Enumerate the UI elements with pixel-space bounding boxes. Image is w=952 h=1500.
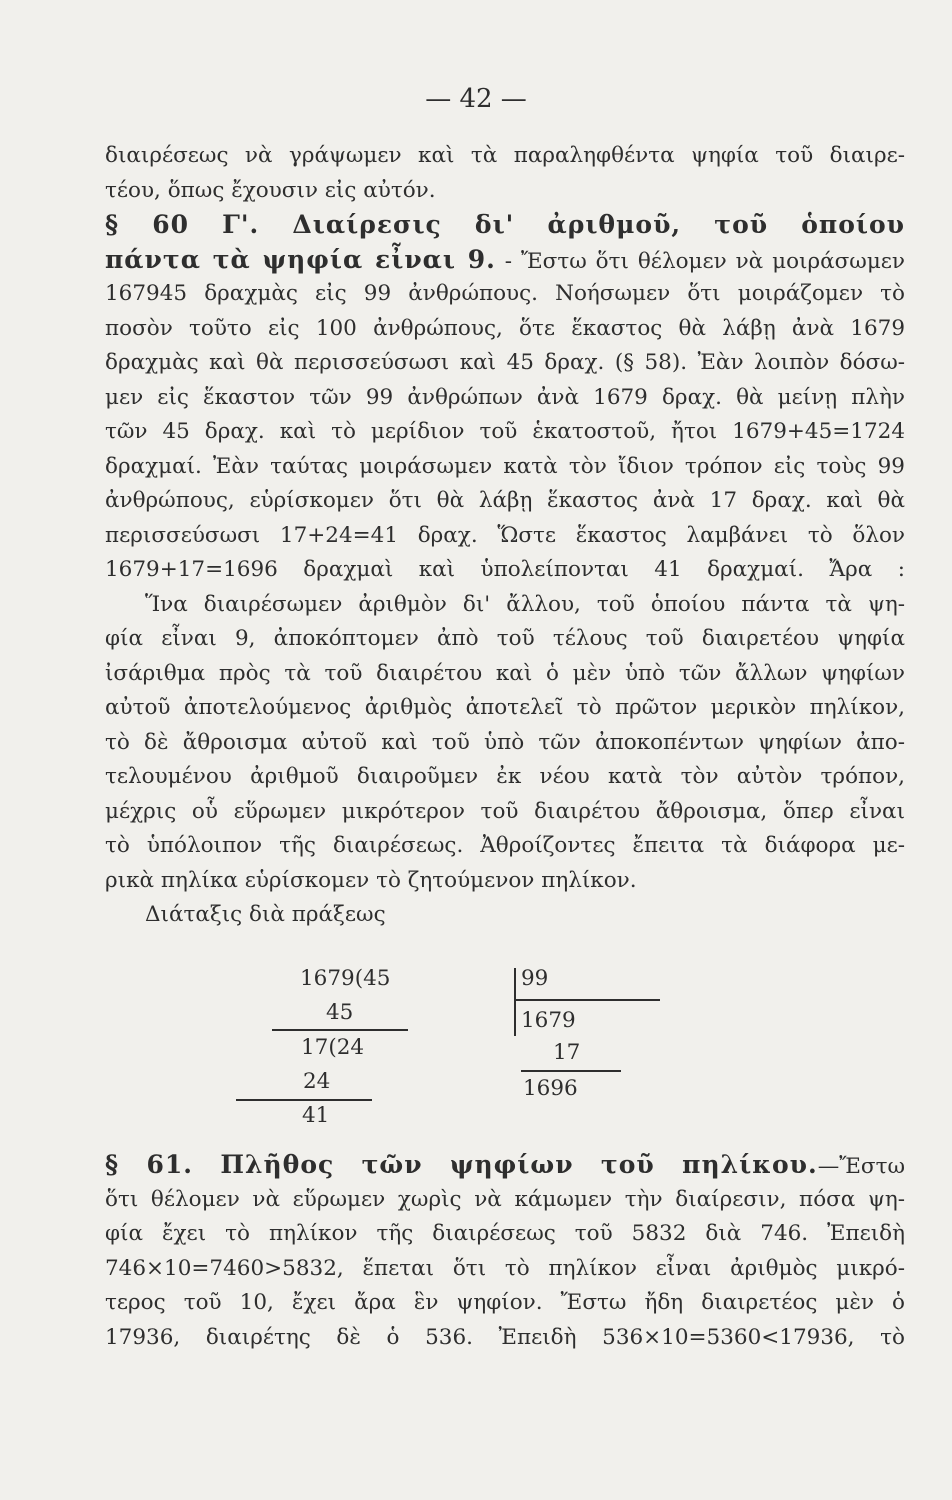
line-text: ποσὸν τοῦτο εἰς 100 ἀνθρώπους, ὅτε ἕκαστος θὰ λάβῃ ἀνὰ 1679 xyxy=(105,315,905,341)
text-line xyxy=(105,866,905,896)
section-heading: § 61. Πλῆθος τῶν ψηφίων τοῦ πηλίκου. xyxy=(105,1150,818,1179)
text-line xyxy=(105,279,905,309)
text-line xyxy=(105,452,905,482)
schema-remainder-2: 41 xyxy=(302,1103,330,1128)
line-text: τελουμένου ἀριθμοῦ διαιροῦμεν ἐκ νέου κατὰ τὸν αὐτὸν τρόπον, xyxy=(105,764,905,789)
line-text: δραχμαί. Ἐὰν ταύτας μοιράσωμεν κατὰ τὸν ἴδιον τρόπον εἰς τοὺς 99 xyxy=(105,453,905,479)
line-text: 1679+17=1696 δραχμαὶ καὶ ὑπολείπονται 41 δραχμαί. Ἄρα : xyxy=(105,557,905,582)
schema-rule-2 xyxy=(236,1099,372,1101)
schema-dividend: 1679(45 xyxy=(300,966,391,991)
schema-quotient-rule xyxy=(521,1070,621,1072)
text-line xyxy=(105,831,905,861)
text-line xyxy=(105,1185,905,1215)
text-line xyxy=(105,624,905,654)
line-text: τερος τοῦ 10, ἔχει ἄρα ἓν ψηφίον. Ἔστω ἤδη διαιρετέος μὲν ὁ xyxy=(105,1290,905,1315)
text-line xyxy=(105,1150,905,1182)
text-line xyxy=(105,1254,905,1284)
schema-partial-quotient-2: 17 xyxy=(553,1040,581,1065)
text-line xyxy=(105,176,905,206)
text-line xyxy=(105,1219,905,1249)
section-heading: πάντα τὰ ψηφία εἶναι 9. xyxy=(105,244,496,274)
schema-subtrahend-1: 45 xyxy=(326,1000,354,1025)
text-line xyxy=(145,900,905,930)
schema-divider-vertical xyxy=(514,968,516,1036)
schema-remainder-1: 17(24 xyxy=(301,1035,365,1060)
text-line xyxy=(105,555,905,585)
line-text: ἀνθρώπους, εὑρίσκομεν ὅτι θὰ λάβῃ ἕκαστος ἀνὰ 17 δραχ. καὶ θὰ xyxy=(105,488,905,513)
line-text: Διάταξις διὰ πράξεως xyxy=(145,902,386,927)
schema-divisor-rule xyxy=(516,999,660,1001)
line-text: ἰσάριθμα πρὸς τὰ τοῦ διαιρέτου καὶ ὁ μὲν ὑπὸ τῶν ἄλλων ψηφίων xyxy=(105,660,905,686)
text-line xyxy=(105,141,905,171)
line-text: —Ἔστω xyxy=(817,1154,905,1179)
text-line xyxy=(105,693,905,723)
line-text: τῶν 45 δραχ. καὶ τὸ μερίδιον τοῦ ἑκατοστοῦ, ἤτοι 1679+45=1724 xyxy=(105,419,905,444)
line-text: ρικὰ πηλίκα εὑρίσκομεν τὸ ζητούμενον πηλίκον. xyxy=(105,867,637,893)
text-line xyxy=(105,797,905,827)
page-number: — 42 — xyxy=(425,84,527,114)
text-line xyxy=(105,210,905,242)
line-text: φία εἶναι 9, ἀποκόπτομεν ἀπὸ τοῦ τέλους τοῦ διαιρετέου ψηφία xyxy=(105,626,905,651)
schema-rule-1 xyxy=(272,1029,408,1031)
line-text: αὐτοῦ ἀποτελούμενος ἀριθμὸς ἀποτελεῖ τὸ πρῶτον μερικὸν πηλίκον, xyxy=(105,695,905,720)
line-text: Ἵνα διαιρέσωμεν ἀριθμὸν δι' ἄλλου, τοῦ ὁποίου πάντα τὰ ψη- xyxy=(145,591,905,617)
text-line xyxy=(105,245,905,277)
text-line xyxy=(145,590,905,620)
line-text: ὅτι θέλομεν νὰ εὕρωμεν χωρὶς νὰ κάμωμεν τὴν διαίρεσιν, πόσα ψη- xyxy=(105,1186,905,1212)
line-text: φία ἔχει τὸ πηλίκον τῆς διαιρέσεως τοῦ 5832 διὰ 746. Ἐπειδὴ xyxy=(105,1221,905,1246)
line-text: 746×10=7460>5832, ἕπεται ὅτι τὸ πηλίκον εἶναι ἀριθμὸς μικρό- xyxy=(105,1255,905,1281)
line-text: τὸ δὲ ἄθροισμα αὐτοῦ καὶ τοῦ ὑπὸ τῶν ἀποκοπέντων ψηφίων ἀπο- xyxy=(105,729,905,755)
text-line xyxy=(105,314,905,344)
line-text: διαιρέσεως νὰ γράψωμεν καὶ τὰ παραληφθέντα ψηφία τοῦ διαιρε- xyxy=(105,143,905,168)
section-heading: § 60 Γ'. Διαίρεσις δι' ἀριθμοῦ, τοῦ ὁποίου xyxy=(105,210,905,239)
line-text: - Ἔστω ὅτι θέλομεν νὰ μοιράσωμεν xyxy=(495,248,906,274)
text-line xyxy=(105,762,905,792)
line-text: 17936, διαιρέτης δὲ ὁ 536. Ἐπειδὴ 536×10=5360<17936, τὸ xyxy=(105,1324,905,1350)
schema-divisor: 99 xyxy=(521,966,549,991)
line-text: μέχρις οὗ εὕρωμεν μικρότερον τοῦ διαιρέτου ἄθροισμα, ὅπερ εἶναι xyxy=(105,798,905,824)
schema-subtrahend-2: 24 xyxy=(303,1069,331,1094)
text-line xyxy=(105,728,905,758)
text-line xyxy=(105,348,905,378)
schema-quotient: 1696 xyxy=(523,1076,578,1101)
schema-partial-quotient-1: 1679 xyxy=(521,1008,576,1033)
line-text: 167945 δραχμὰς εἰς 99 ἀνθρώπους. Νοήσωμεν ὅτι μοιράζομεν τὸ xyxy=(105,281,905,306)
text-line xyxy=(105,1288,905,1318)
line-text: τέου, ὅπως ἔχουσιν εἰς αὐτόν. xyxy=(105,177,436,203)
text-line xyxy=(105,521,905,551)
text-line xyxy=(105,1323,905,1353)
text-line xyxy=(105,486,905,516)
line-text: τὸ ὑπόλοιπον τῆς διαιρέσεως. Ἀθροίζοντες ἔπειτα τὰ διάφορα με- xyxy=(105,833,905,858)
line-text: μεν εἰς ἕκαστον τῶν 99 ἀνθρώπων ἀνὰ 1679 δραχ. θὰ μείνῃ πλὴν xyxy=(105,384,905,410)
line-text: δραχμὰς καὶ θὰ περισσεύσωσι καὶ 45 δραχ. (§ 58). Ἐὰν λοιπὸν δόσω- xyxy=(105,350,905,375)
text-line xyxy=(105,417,905,447)
line-text: περισσεύσωσι 17+24=41 δραχ. Ὥστε ἕκαστος λαμβάνει τὸ ὅλον xyxy=(105,522,905,548)
text-line xyxy=(105,659,905,689)
text-line xyxy=(105,383,905,413)
